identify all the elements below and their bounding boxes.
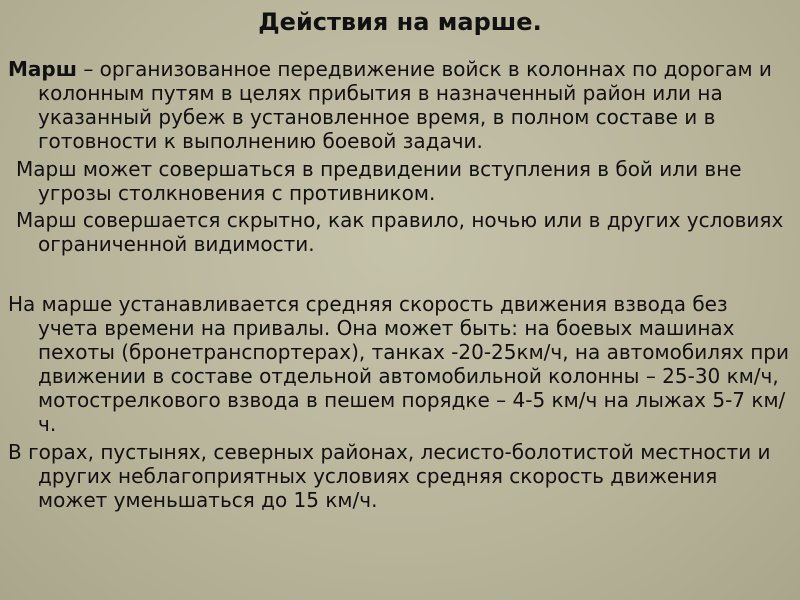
paragraph-march-difficult-terrain: В горах, пустынях, северных районах, лесисто-болотистой местности и других неблагоприятных условиях средняя скорость движения может уменьшаться до 15 км/ч. — [8, 440, 771, 512]
term-march: Марш — [8, 57, 77, 81]
paragraph-march-definition — [8, 57, 792, 153]
paragraph-march-secrecy: Марш совершается скрытно, как правило, ночью или в других условиях ограниченной видимости. — [16, 208, 784, 256]
slide-title: Действия на марше. — [258, 8, 542, 36]
paragraph-march-speed: На марше устанавливается средняя скорость движения взвода без учета времени на привалы. Она может быть: на боевых машинах пехоты (бронетранспортерах), танках -20-25км/ч, на автомобилях при движении в составе отдельной автомобильной колонны – 25-30 км/ч, мотострелкового взвода в пешем порядке – 4-5 км/ч на лыжах 5-7 км/ч. — [8, 292, 789, 436]
paragraph-text: – организованное передвижение войск в колоннах по дорогам и колонным путям в целях прибытия в назначенный район или на указанный рубеж в установленное время, в полном составе и в готовности к выполнению боевой задачи. — [38, 57, 772, 153]
paragraph-march-conditions: Марш может совершаться в предвидении вступления в бой или вне угрозы столкновения с противником. — [16, 157, 742, 205]
slide-content — [8, 57, 792, 512]
